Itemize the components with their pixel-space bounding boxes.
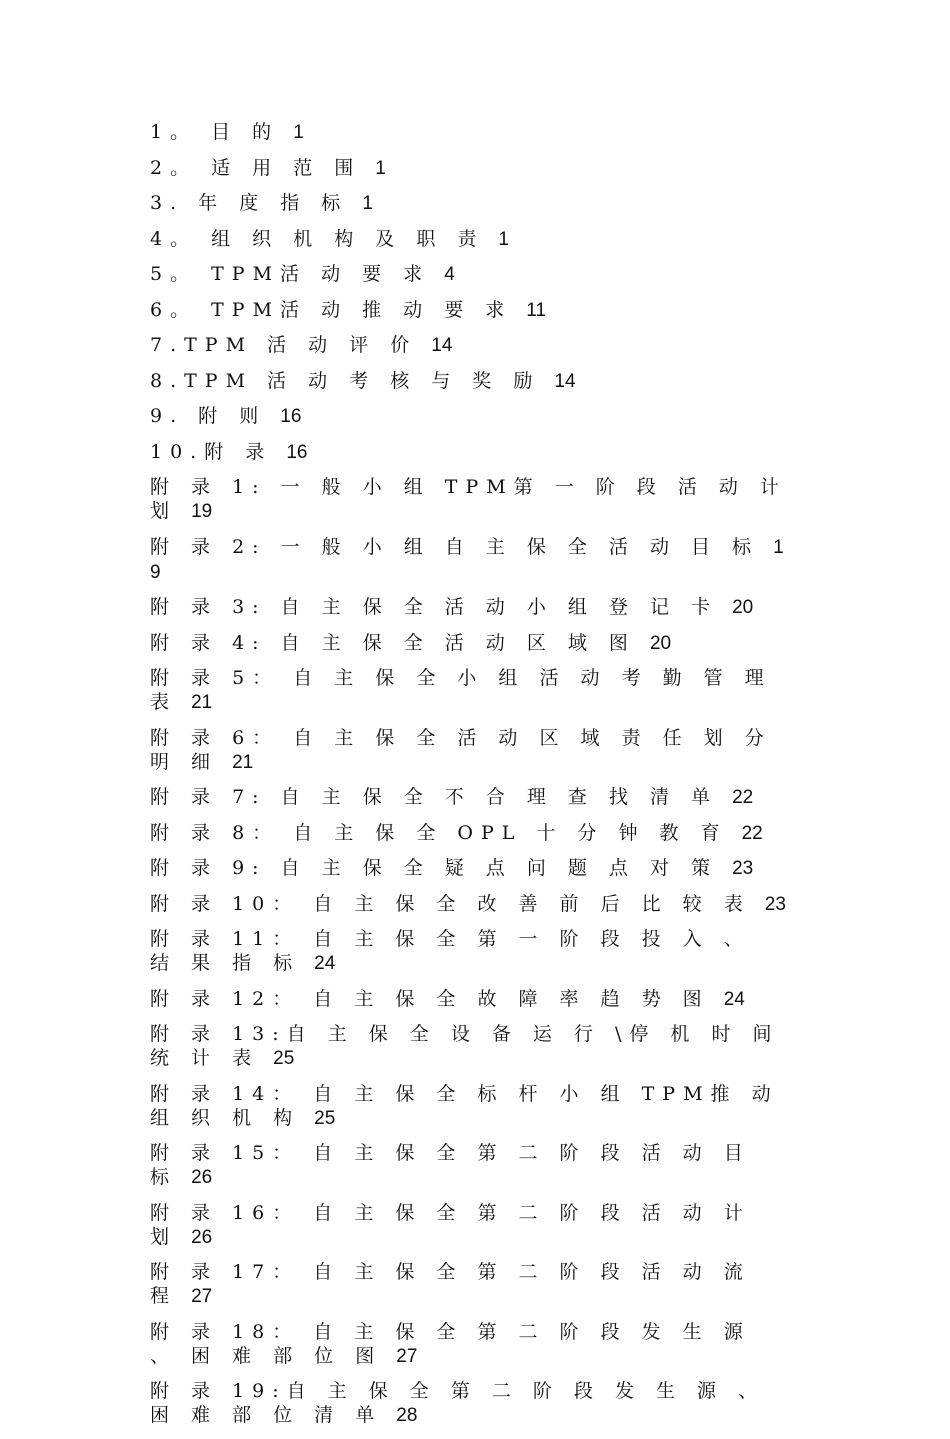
toc-entry-title: 附 录 12： 自 主 保 全 故 障 率 趋 势 图 xyxy=(150,987,710,1010)
toc-entry xyxy=(150,227,790,252)
toc-entry-title: 附 录 15： 自 主 保 全 第 二 阶 段 活 动 目 标 xyxy=(150,1142,751,1188)
toc-entry xyxy=(150,856,790,881)
toc-entry-title: 附 录 8： 自 主 保 全 OPL 十 分 钟 教 育 xyxy=(150,821,728,844)
toc-entry-page: 25 xyxy=(314,1107,336,1129)
toc-entry-title: 附 录 4: 自 主 保 全 活 动 区 域 图 xyxy=(150,631,636,654)
toc-entry xyxy=(150,156,790,181)
toc-entry-page: 23 xyxy=(764,893,786,915)
toc-entry-title: 5。 TPM活 动 要 求 xyxy=(150,263,431,285)
toc-entry xyxy=(150,821,790,846)
toc-entry xyxy=(150,298,790,323)
table-of-contents xyxy=(150,120,790,1439)
toc-entry xyxy=(150,1082,790,1131)
toc-entry-page: 20 xyxy=(649,632,672,654)
toc-entry-title: 附 录 13:自 主 保 全 设 备 运 行 \停 机 时 间 统 计 表 xyxy=(150,1023,780,1069)
toc-entry-page: 11 xyxy=(526,299,547,321)
toc-entry-title: 附 录 17： 自 主 保 全 第 二 阶 段 活 动 流 程 xyxy=(150,1261,751,1307)
toc-entry-title: 6。 TPM活 动 推 动 要 求 xyxy=(150,298,513,321)
toc-entry xyxy=(150,892,790,917)
toc-entry xyxy=(150,404,790,429)
toc-entry xyxy=(150,595,790,620)
toc-entry-title: 附 录 5： 自 主 保 全 小 组 活 动 考 勤 管 理 表 xyxy=(150,667,772,713)
toc-entry xyxy=(150,1201,790,1250)
toc-entry-page: 26 xyxy=(191,1226,213,1248)
toc-entry-page: 24 xyxy=(314,953,336,974)
toc-entry-page: 21 xyxy=(232,751,254,773)
toc-entry-title: 附 录 6： 自 主 保 全 活 动 区 域 责 任 划 分 明 细 xyxy=(150,726,772,773)
toc-entry xyxy=(150,1320,790,1369)
toc-entry xyxy=(150,535,790,585)
toc-entry-page: 1 xyxy=(375,157,386,179)
toc-entry-title: 2。 适 用 范 围 xyxy=(150,156,362,179)
toc-entry-title: 9. 附 则 xyxy=(150,405,267,427)
toc-entry-page: 16 xyxy=(280,406,302,427)
toc-entry-title: 附 录 18： 自 主 保 全 第 二 阶 段 发 生 源 、 困 难 部 位 图 xyxy=(150,1320,751,1367)
toc-entry xyxy=(150,262,790,287)
toc-entry-title: 附 录 16： 自 主 保 全 第 二 阶 段 活 动 计 划 xyxy=(150,1201,751,1248)
toc-entry-title: 8.TPM 活 动 考 核 与 奖 励 xyxy=(150,369,541,392)
toc-entry xyxy=(150,191,790,216)
toc-entry-page: 1 xyxy=(293,122,304,143)
toc-entry-page: 1 xyxy=(362,193,373,214)
toc-entry-title: 附 录 1: 一 般 小 组 TPM第 一 阶 段 活 动 计 划 xyxy=(150,476,787,522)
toc-entry-page: 27 xyxy=(396,1345,418,1367)
toc-entry-page: 26 xyxy=(191,1167,213,1188)
toc-entry-page: 14 xyxy=(554,370,576,392)
toc-entry-title: 附 录 14： 自 主 保 全 标 杆 小 组 TPM推 动 组 织 机 构 xyxy=(150,1082,779,1129)
toc-entry-title: 1。 目 的 xyxy=(150,121,280,143)
toc-entry-title: 附 录 10： 自 主 保 全 改 善 前 后 比 较 表 xyxy=(150,892,751,915)
toc-entry-page: 22 xyxy=(741,822,763,844)
toc-entry-title: 附 录 7: 自 主 保 全 不 合 理 查 找 清 单 xyxy=(150,786,719,808)
toc-entry-page: 22 xyxy=(732,787,754,808)
toc-entry xyxy=(150,369,790,394)
toc-entry xyxy=(150,1022,790,1071)
toc-entry xyxy=(150,1260,790,1309)
toc-entry xyxy=(150,1379,790,1428)
toc-entry xyxy=(150,1141,790,1190)
toc-entry xyxy=(150,666,790,715)
toc-entry-page: 28 xyxy=(396,1405,418,1426)
toc-entry xyxy=(150,927,790,976)
toc-entry-title: 7.TPM 活 动 评 价 xyxy=(150,334,418,356)
toc-entry xyxy=(150,987,790,1012)
toc-entry-page: 24 xyxy=(723,988,745,1010)
toc-entry-title: 附 录 9: 自 主 保 全 疑 点 问 题 点 对 策 xyxy=(150,857,719,879)
toc-entry xyxy=(150,726,790,775)
toc-entry xyxy=(150,785,790,810)
toc-entry-title: 附 录 3: 自 主 保 全 活 动 小 组 登 记 卡 xyxy=(150,596,719,618)
toc-entry-title: 附 录 11： 自 主 保 全 第 一 阶 段 投 入 、 结 果 指 标 xyxy=(150,928,751,974)
toc-entry-page: 4 xyxy=(444,264,455,285)
toc-entry-page: 20 xyxy=(732,597,754,618)
toc-entry-page: 19 xyxy=(191,501,213,522)
toc-entry-page: 16 xyxy=(286,441,308,463)
toc-entry-title: 3. 年 度 指 标 xyxy=(150,192,349,214)
toc-entry-page: 14 xyxy=(431,335,453,356)
toc-entry-page: 23 xyxy=(732,858,754,879)
toc-entry-page: 21 xyxy=(191,692,213,713)
toc-entry-page: 25 xyxy=(273,1048,295,1069)
toc-entry xyxy=(150,440,790,465)
toc-entry-title: 附 录 2: 一 般 小 组 自 主 保 全 活 动 目 标 xyxy=(150,535,760,558)
toc-entry-title: 附 录 19:自 主 保 全 第 二 阶 段 发 生 源 、 困 难 部 位 清 单 xyxy=(150,1380,766,1426)
toc-entry-page: 1 xyxy=(498,228,509,250)
toc-entry-page: 19 xyxy=(150,536,784,583)
toc-entry xyxy=(150,333,790,358)
toc-entry xyxy=(150,120,790,145)
toc-entry xyxy=(150,631,790,656)
toc-entry xyxy=(150,475,790,524)
toc-entry-title: 10.附 录 xyxy=(150,440,273,463)
toc-entry-title: 4。 组 织 机 构 及 职 责 xyxy=(150,227,485,250)
toc-entry-page: 27 xyxy=(191,1286,213,1307)
